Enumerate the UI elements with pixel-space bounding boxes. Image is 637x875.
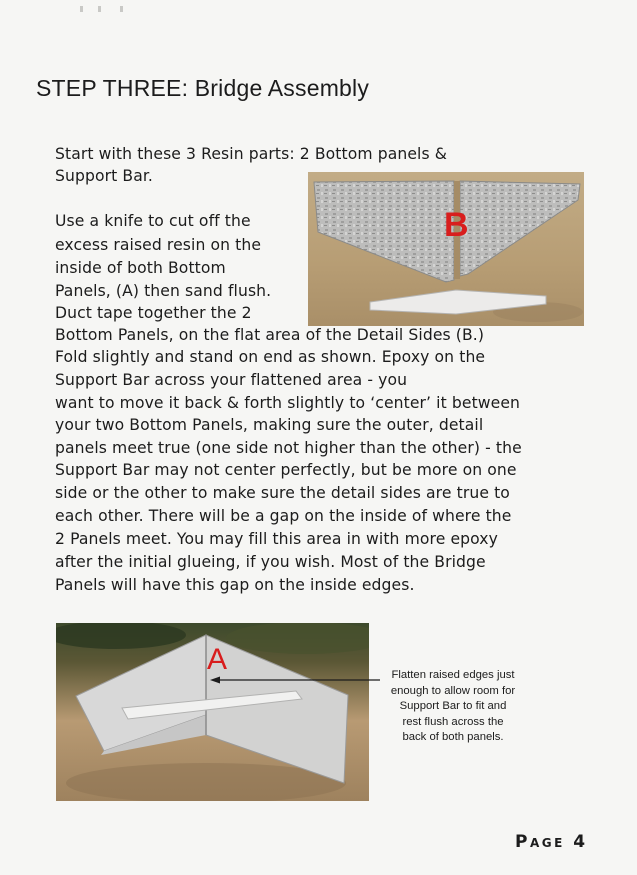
scan-marks <box>80 6 140 12</box>
text-line: want to move it back & forth slightly to ‘center’ it between <box>55 394 521 412</box>
callout-line: enough to allow room for <box>390 684 516 697</box>
page-title: STEP THREE: Bridge Assembly <box>36 75 370 101</box>
text-line: Start with these 3 Resin parts: 2 Bottom panels & <box>55 145 448 163</box>
callout-line: rest flush across the <box>402 715 504 728</box>
resin-parts-photo <box>308 172 584 326</box>
callout-arrow <box>210 675 380 685</box>
page-number: Page 4 <box>515 832 588 852</box>
text-line: Fold slightly and stand on end as shown. Epoxy on the <box>55 348 486 366</box>
text-line: Panels, (A) then sand flush. <box>55 282 272 300</box>
text-line: your two Bottom Panels, making sure the outer, detail <box>55 416 484 434</box>
callout-line: Flatten raised edges just <box>391 669 515 681</box>
text-line: side or the other to make sure the detail sides are true to <box>55 484 510 502</box>
text-line: Support Bar may not center perfectly, but be more on one <box>55 461 517 479</box>
text-line: Support Bar. <box>55 167 153 185</box>
marker-a: A <box>207 643 228 676</box>
text-line: Bottom Panels, on the flat area of the Detail Sides (B.) <box>55 326 485 344</box>
marker-b: B <box>444 206 469 244</box>
text-line: inside of both Bottom <box>55 259 226 277</box>
text-line: excess raised resin on the <box>55 236 262 254</box>
text-line: Support Bar across your flattened area - you <box>55 371 408 389</box>
text-line: 2 Panels meet. You may fill this area in with more epoxy <box>55 530 498 548</box>
callout-line: Support Bar to fit and <box>399 700 507 713</box>
text-line: panels meet true (one side not higher than the other) - the <box>55 439 522 457</box>
callout-line: back of both panels. <box>402 731 504 744</box>
text-line: after the initial glueing, if you wish. Most of the Bridge <box>55 553 486 571</box>
text-line: each other. There will be a gap on the inside of where the <box>55 507 512 525</box>
assembly-photo <box>56 623 369 801</box>
text-line: Use a knife to cut off the <box>55 212 251 230</box>
callout-note <box>378 668 528 746</box>
text-line: Duct tape together the 2 <box>55 304 252 322</box>
text-line: Panels will have this gap on the inside edges. <box>55 576 415 594</box>
